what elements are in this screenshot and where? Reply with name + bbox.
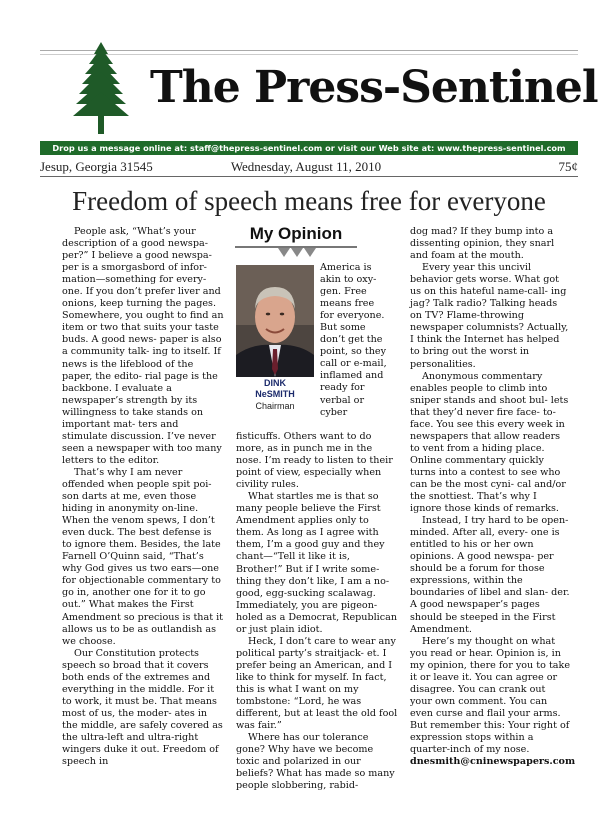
paragraph: Heck, I don’t care to wear any political party’s straitjack- et. I prefer being an American, and I like to think for myself. In fact, this is what I want on my tombstone: “Lord, he was different, but at least the old fool was fair.” xyxy=(236,635,398,732)
column-2 xyxy=(236,431,398,792)
paragraph: Where has our tolerance gone? Why have we become toxic and polarized in our beliefs? What has made so many people slobbering, rabid- xyxy=(236,732,395,792)
paragraph: People ask, “What’s your description of a good newspa- per?” I believe a good newspa- per is a smorgasbord of infor- mation—something for every- one. If you don’t prefer liver and onions, keep turning the pages. Somewhere, you ought to find an item or two that suits your taste buds. A good news- paper is also a community talk- ing to itself. If news is the lifeblood of the paper, the edito- rial page is the backbone. I evaluate a newspaper’s strength by its willingness to take stands on important mat- ters and stimulate discussion. I’ve never seen a newspaper with too many letters to the editor. xyxy=(62,226,224,466)
headline: Freedom of speech means free for everyone xyxy=(72,186,546,216)
paragraph: Our Constitution protects speech so broad that it covers both ends of the extremes and everything in the middle. For it to work, it must be. That means most of us, the moder- ates in the middle, are safely covered as the ultra-left and ultra-right wingers duke it out. Freedom of speech in xyxy=(62,647,223,768)
paragraph: fisticuffs. Others want to do more, as in punch me in the nose. I’m ready to listen to their point of view, especially when civility rules. xyxy=(236,431,393,491)
column-2-top xyxy=(320,262,388,419)
triangle-icon xyxy=(304,248,316,257)
column-header: My Opinion xyxy=(249,224,343,243)
paragraph: That’s why I am never offended when people spit poi- son darts at me, even those hiding in anonymity on-line. When the venom spews, I don’t even duck. The best defense is to ignore them. Besides, the late Farnell O’Quinn said, “That’s why God gives us two ears—one for objectionable commentary to go in, another one for it to go out.” What makes the First Amendment so precious is that it allows us to be as outlandish as we choose. xyxy=(62,466,224,647)
masthead-title: The Press-Sentinel xyxy=(150,62,598,113)
triangle-icon xyxy=(291,248,303,257)
author-name xyxy=(236,378,314,400)
author-last-name: NeSMITH xyxy=(255,389,295,399)
paragraph: Instead, I try hard to be open-minded. After all, every- one is entitled to his or her own opinions. A good newspa- per should be a forum for those expressions, within the boundaries of libel and slan- der. A good newspaper’s pages should be steeped in the First Amendment. xyxy=(410,515,570,635)
column-3 xyxy=(410,226,576,768)
author-photo xyxy=(236,265,314,377)
column-1 xyxy=(62,226,224,768)
paragraph: Every year this uncivil behavior gets worse. What got us on this hateful name-call- ing jag? Talk radio? Talking heads on TV? Flame-throwing newspaper columnists? Actually, I think the Internet has helped to bring out the worst in personalities. xyxy=(410,262,569,370)
pine-tree-logo xyxy=(70,40,132,140)
dateline-date: Wednesday, August 11, 2010 xyxy=(230,159,382,174)
paragraph: Anonymous commentary enables people to climb into sniper stands and shoot bul- lets that they’d never fire face- to-face. You see this every week in newspapers that allow readers to vent from a hiding place. Online commentary quickly turns into a contest to see who can be the most cyni- cal and/or the snottiest. That’s why I ignore those kinds of remarks. xyxy=(410,370,569,515)
author-email: dnesmith@cninewspapers.com xyxy=(410,756,576,768)
dateline-rule xyxy=(40,176,578,177)
author-first-name: DINK xyxy=(264,378,286,388)
triangle-icon xyxy=(278,248,290,257)
paragraph: America is akin to oxy- gen. Free means free for everyone. But some don’t get the point, so they call or e-mail, inflamed and ready for verbal or cyber xyxy=(320,262,387,418)
author-title: Chairman xyxy=(255,401,295,411)
dateline-price: 75¢ xyxy=(558,159,578,174)
contact-bar: Drop us a message online at: staff@thepress-sentinel.com or visit our Web site at: www.thepress-sentinel.com xyxy=(40,141,578,155)
paragraph: dog mad? If they bump into a dissenting opinion, they snarl and foam at the mouth. xyxy=(410,226,555,262)
dateline-location: Jesup, Georgia 31545 xyxy=(40,159,153,174)
paragraph: Here’s my thought on what you read or hear. Opinion is, in my opinion, there for you to take it or leave it. You can agree or disagree. You can crank out your own comment. You can even curse and flail your arms. But remember this: Your right of expression stops within a quarter-inch of my nose. xyxy=(410,635,571,756)
paragraph: What startles me is that so many people believe the First Amendment applies only to them. As long as I agree with them, I’m a good guy and they chant—“Tell it like it is, Brother!” But if I write some- thing they don’t like, I am a no-good, egg-sucking scalawag. Immediately, you are pigeon- holed as a Democrat, Republican or just plain idiot. xyxy=(236,491,397,635)
